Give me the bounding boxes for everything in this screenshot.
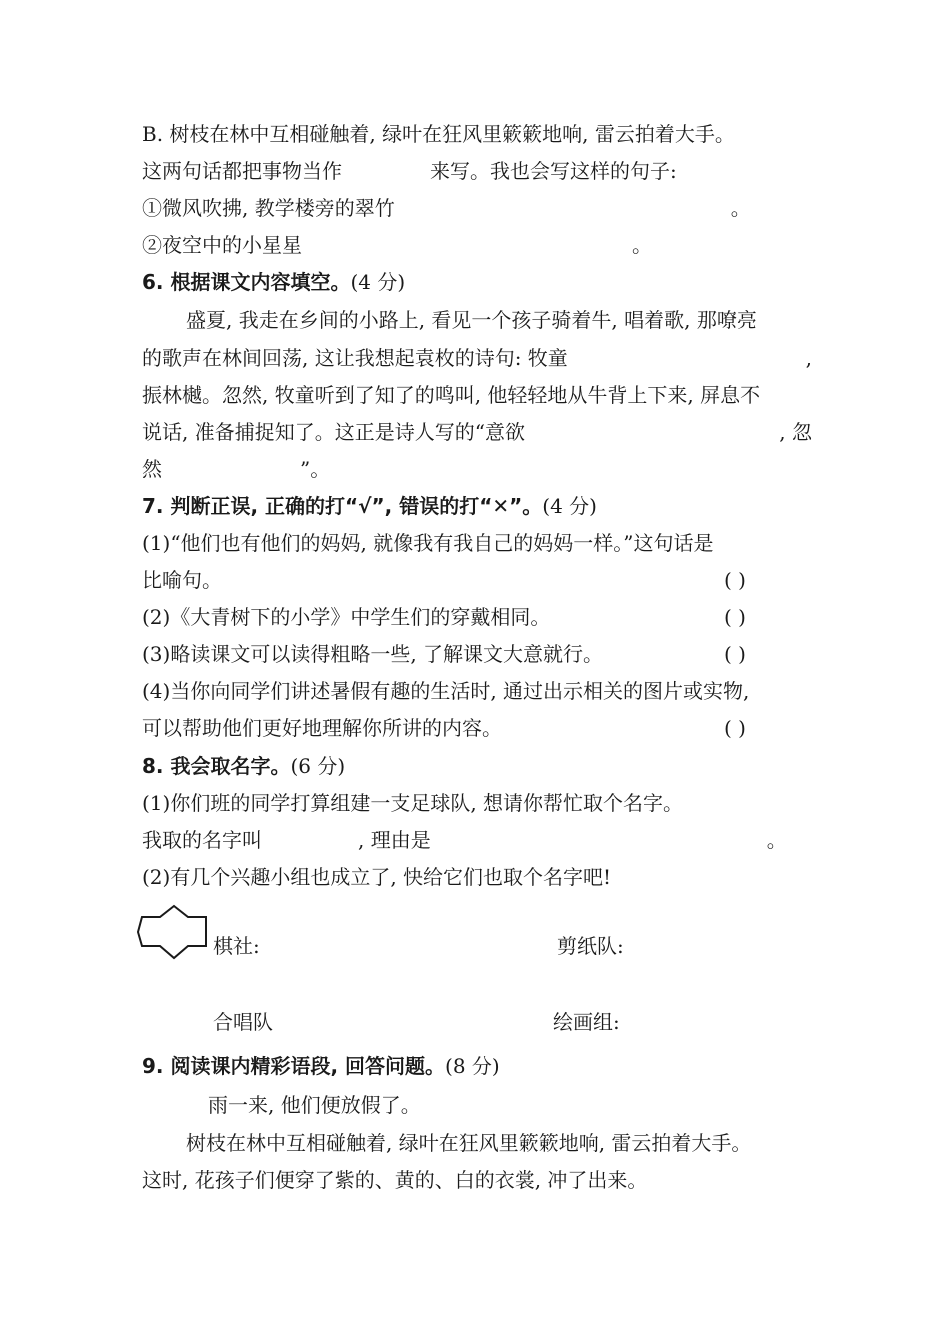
q7-item-1-line-1: (1)“他们也有他们的妈妈, 就像我有我自己的妈妈一样。”这句话是 (142, 531, 714, 555)
q8-name-label: 我取的名字叫 (142, 828, 262, 852)
q7-item-1-line-2: 比喻句。 (142, 568, 222, 592)
q8-item-2: (2)有几个兴趣小组也成立了, 快给它们也取个名字吧! (142, 865, 612, 889)
q5-fill-line-2 (142, 194, 751, 222)
q5-fill-line-3 (142, 231, 652, 259)
q6-p1-text: 盛夏, 我走在乡间的小路上, 看见一个孩子骑着牛, 唱着歌, 那嘹亮 (186, 308, 757, 332)
q8-title: 8. 我会取名字。 (142, 754, 291, 778)
q6-p4-text: 说话, 准备捕捉知了。这正是诗人写的“意欲 (142, 420, 525, 444)
q9-title: 9. 阅读课内精彩语段, 回答问题。 (142, 1054, 446, 1078)
q5-fill-line-1 (142, 157, 677, 185)
q5-fill-2-suffix: 。 (730, 196, 751, 220)
q7-title: 7. 判断正误, 正确的打“√”, 错误的打“✕”。 (142, 494, 543, 518)
q8-reason-label: , 理由是 (358, 828, 431, 852)
q7-answer-box-3[interactable]: ( ) (724, 642, 746, 666)
group-chess-club-label: 棋社: (213, 934, 260, 958)
q5-fill-1-prefix: 这两句话都把事物当作 (142, 159, 342, 183)
q8-end-mark: 。 (766, 828, 787, 852)
q7-answer-box-2[interactable]: ( ) (724, 605, 746, 629)
q6-paragraph-line-5 (142, 455, 330, 483)
q8-item-1-fill (142, 826, 787, 854)
q5-fill-1-suffix: 来写。我也会写这样的句子: (430, 159, 677, 183)
q7-item-2: (2)《大青树下的小学》中学生们的穿戴相同。 (142, 605, 551, 629)
q7-item-4-line-2: 可以帮助他们更好地理解你所讲的内容。 (142, 716, 502, 740)
q7-item-3: (3)略读课文可以读得粗略一些, 了解课文大意就行。 (142, 642, 604, 666)
q8-item-1: (1)你们班的同学打算组建一支足球队, 想请你帮忙取个名字。 (142, 791, 684, 815)
q7-heading (142, 492, 597, 520)
q8-score: (6 分) (290, 754, 346, 778)
q9-passage-line-2: 树枝在林中互相碰触着, 绿叶在狂风里簌簌地响, 雷云拍着大手。 (186, 1131, 752, 1155)
q6-p5-tail: ”。 (300, 457, 331, 481)
q9-passage-line-3: 这时, 花孩子们便穿了紫的、黄的、白的衣裳, 冲了出来。 (142, 1168, 648, 1192)
q6-heading (142, 268, 405, 296)
q6-p2-text: 的歌声在林间回荡, 这让我想起袁枚的诗句: 牧童 (142, 346, 568, 370)
q7-score: (4 分) (542, 494, 597, 518)
group-painting-label: 绘画组: (553, 1010, 620, 1034)
q6-p2-comma: , (805, 346, 812, 370)
q6-paragraph-line-4 (142, 418, 812, 446)
q6-paragraph-line-2 (142, 344, 812, 372)
q9-score: (8 分) (445, 1054, 500, 1078)
q5-sentence-b: B. 树枝在林中互相碰触着, 绿叶在狂风里簌簌地响, 雷云拍着大手。 (142, 122, 735, 146)
q5-fill-3-prefix: ②夜空中的小星星 (142, 233, 302, 257)
q6-paragraph-line-1 (186, 306, 812, 334)
q9-heading (142, 1052, 500, 1080)
q9-passage-line-1: 雨一来, 他们便放假了。 (208, 1093, 421, 1117)
q6-paragraph-line-3: 振林樾。忽然, 牧童听到了知了的鸣叫, 他轻轻地从牛背上下来, 屏息不 (142, 383, 761, 407)
q6-title: 6. 根据课文内容填空。 (142, 270, 351, 294)
q6-score: (4 分) (350, 270, 406, 294)
octagram-decoration-icon (136, 904, 212, 960)
group-papercut-team-label: 剪纸队: (557, 934, 624, 958)
q7-answer-box-4[interactable]: ( ) (724, 716, 746, 740)
q6-p4-tail: , 忽 (779, 420, 812, 444)
q5-fill-2-prefix: ①微风吹拂, 教学楼旁的翠竹 (142, 196, 395, 220)
q8-heading (142, 752, 345, 780)
q7-answer-box-1[interactable]: ( ) (724, 568, 746, 592)
group-choir-label: 合唱队 (213, 1010, 273, 1034)
q7-item-4-line-1: (4)当你向同学们讲述暑假有趣的生活时, 通过出示相关的图片或实物, (142, 679, 750, 703)
q5-fill-3-suffix: 。 (632, 233, 652, 257)
q6-p5-text: 然 (142, 457, 162, 481)
